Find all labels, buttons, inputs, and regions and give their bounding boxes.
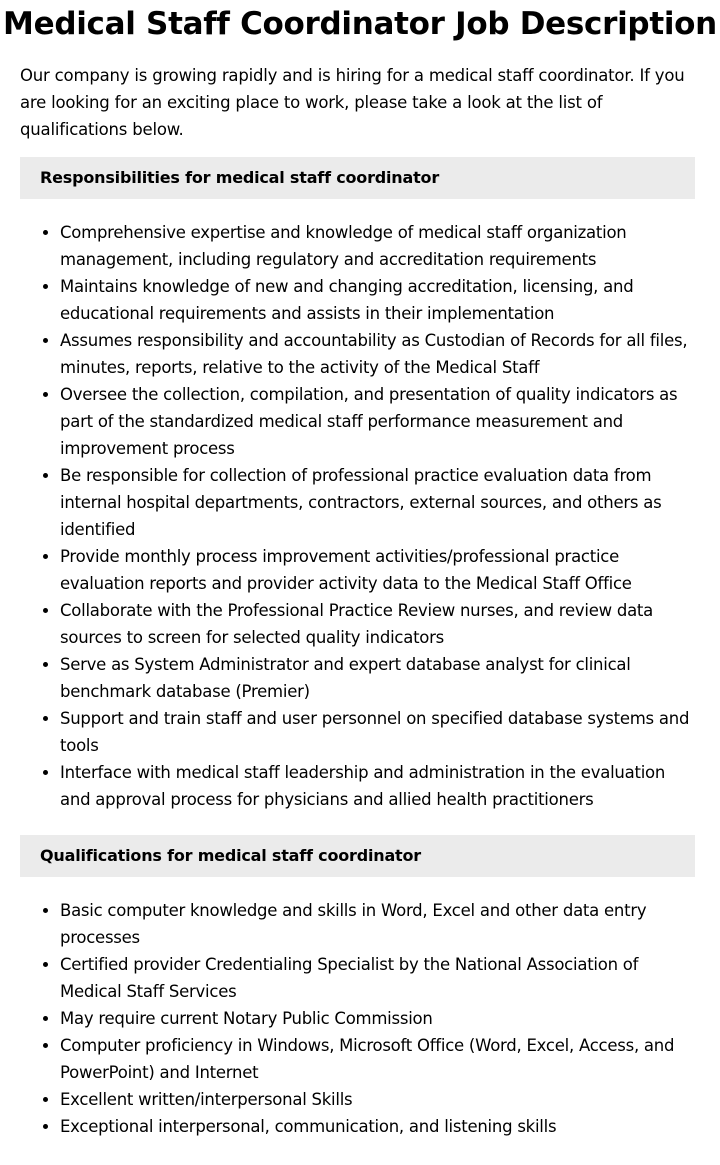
list-item: • Oversee the collection, compilation, and presentation of quality indicators as part of the standardized medical staff performance measurement and improvement process [60, 381, 700, 462]
list-item: • Assumes responsibility and accountability as Custodian of Records for all files, minutes, reports, relative to the activity of the Medical Staff [60, 327, 700, 381]
list-item: • Excellent written/interpersonal Skills [60, 1086, 700, 1113]
page-title: Medical Staff Coordinator Job Description [3, 6, 717, 42]
list-item: • Serve as System Administrator and expert database analyst for clinical benchmark database (Premier) [60, 651, 700, 705]
qualifications-heading: Qualifications for medical staff coordinator [20, 835, 695, 877]
list-item: • May require current Notary Public Commission [60, 1005, 700, 1032]
list-item: • Provide monthly process improvement activities/professional practice evaluation reports and provider activity data to the Medical Staff Office [60, 543, 700, 597]
list-item: • Basic computer knowledge and skills in Word, Excel and other data entry processes [60, 897, 700, 951]
responsibilities-list [20, 219, 700, 813]
list-item: • Comprehensive expertise and knowledge of medical staff organization management, including regulatory and accreditation requirements [60, 219, 700, 273]
list-item: • Interface with medical staff leadership and administration in the evaluation and approval process for physicians and allied health practitioners [60, 759, 700, 813]
list-item: • Maintains knowledge of new and changing accreditation, licensing, and educational requirements and assists in their implementation [60, 273, 700, 327]
list-item: • Be responsible for collection of professional practice evaluation data from internal hospital departments, contractors, external sources, and others as identified [60, 462, 700, 543]
list-item: • Computer proficiency in Windows, Microsoft Office (Word, Excel, Access, and PowerPoint) and Internet [60, 1032, 700, 1086]
intro-paragraph: Our company is growing rapidly and is hiring for a medical staff coordinator. If you are looking for an exciting place to work, please take a look at the list of qualifications below. [20, 66, 685, 139]
responsibilities-heading: Responsibilities for medical staff coordinator [20, 157, 695, 199]
list-item: • Support and train staff and user personnel on specified database systems and tools [60, 705, 700, 759]
qualifications-list [20, 897, 700, 1140]
list-item: • Collaborate with the Professional Practice Review nurses, and review data sources to screen for selected quality indicators [60, 597, 700, 651]
list-item: • Certified provider Credentialing Specialist by the National Association of Medical Staff Services [60, 951, 700, 1005]
list-item: • Exceptional interpersonal, communication, and listening skills [60, 1113, 700, 1140]
